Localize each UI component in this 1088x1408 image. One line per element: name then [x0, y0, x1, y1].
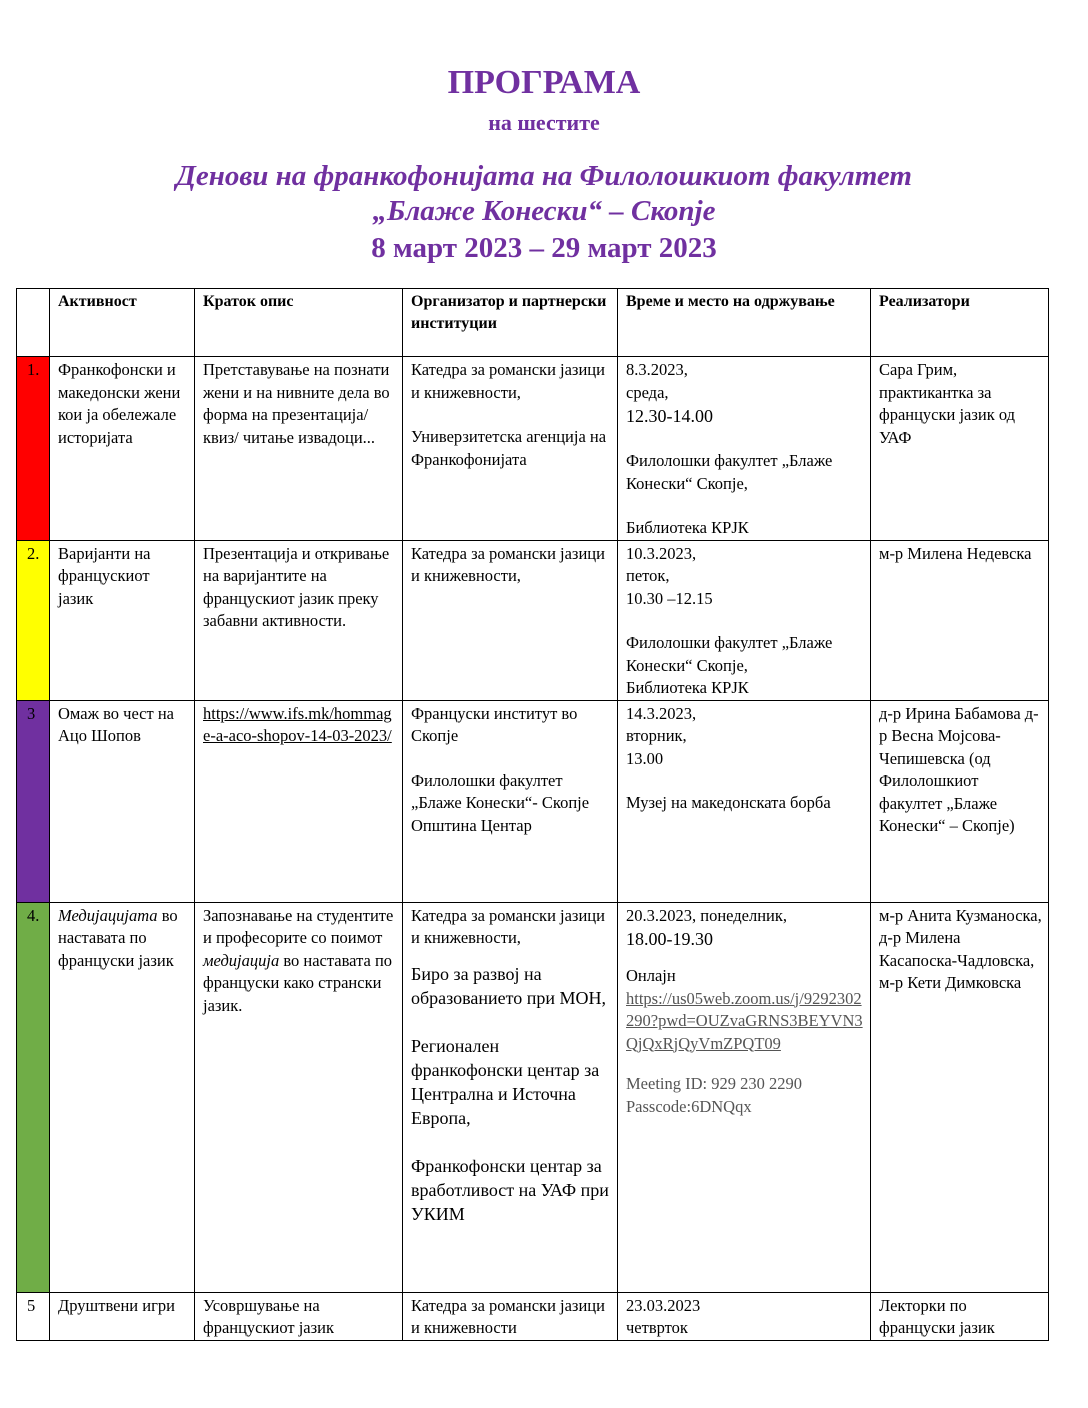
organizer-line: Универзитетска агенција на Франкофонијата [411, 427, 607, 469]
event-place: Филолошки факултет „Блаже Конески“ Скопје, [626, 633, 833, 675]
row-number: 5 [27, 1295, 36, 1315]
event-weekday: петок, [626, 566, 670, 585]
header-activity: Активност [50, 289, 195, 357]
description-cell: Усовршување на францускиот јазик [195, 1292, 403, 1340]
event-room: Библиотека КРЈК [626, 518, 749, 537]
row-number: 3 [27, 703, 36, 723]
description-cell: Презентација и откривање на варијантите на францускиот јазик преку забавни активности. [195, 540, 403, 700]
organizer-line: Општина Центар [411, 815, 532, 835]
table-header-row [17, 289, 1049, 357]
event-place: Музеј на македонската борба [626, 793, 831, 812]
document-title: ПРОГРАМА [447, 64, 641, 101]
event-date: 23.03.2023 [626, 1295, 701, 1315]
row-number-cell [17, 540, 50, 700]
event-name-line2: „Блаже Конески“ – Скопје [372, 195, 716, 227]
realizers-cell: м-р Анита Кузманоска, д-р Милена Касапоска-Чадловска, м-р Кети Димковска [871, 902, 1049, 1292]
event-time: 10.30 –12.15 [626, 588, 713, 608]
description-emphasis: медијација [203, 950, 280, 970]
realizers-cell: д-р Ирина Бабамова д-р Весна Мојсова-Чепишевска (од Филолошкиот факултет „Блаже Конески“ – Скопје) [871, 700, 1049, 902]
event-date: 10.3.2023, [626, 543, 697, 563]
meeting-id: Meeting ID: 929 230 2290 [626, 1074, 802, 1093]
activity-cell: Омаж во чест на Ацо Шопов [50, 700, 195, 902]
time-place-cell [618, 540, 871, 700]
event-date: 8.3.2023, [626, 360, 688, 379]
organizer-cell [403, 700, 618, 902]
realizers-cell: м-р Милена Недевска [871, 540, 1049, 700]
description-cell: Претставување на познати жени и на нивните дела во форма на презентација/квиз/ читање извадоци... [195, 357, 403, 541]
time-place-cell [618, 700, 871, 902]
time-place-cell [618, 357, 871, 541]
header-realizers: Реализатори [871, 289, 1049, 357]
activity-cell: Варијанти на францускиот јазик [50, 540, 195, 700]
organizer-cell: Катедра за романски јазици и книжевности [403, 1292, 618, 1340]
description-text: во наставата по француски како странски јазик. [203, 950, 393, 1015]
event-date: 20.3.2023, понеделник, [626, 905, 788, 925]
event-weekday: вторник, [626, 726, 687, 745]
row-number: 1. [27, 360, 40, 379]
organizer-line: Биро за развој на образованието при МОН, [411, 963, 607, 1008]
event-dates: 8 март 2023 – 29 март 2023 [371, 232, 717, 264]
time-place-cell [618, 1292, 871, 1340]
description-cell [195, 700, 403, 902]
event-time: 13.00 [626, 748, 664, 768]
organizer-line: Регионален франкофонски центар за Централна и Источна Европа, [411, 1035, 600, 1128]
table-row [17, 700, 1049, 902]
meeting-passcode: Passcode:6DNQqx [626, 1096, 752, 1116]
organizer-line: Катедра за романски јазици и книжевности, [411, 905, 605, 947]
event-weekday: четврток [626, 1318, 688, 1337]
organizer-cell [403, 902, 618, 1292]
event-weekday: среда, [626, 382, 669, 402]
header-time-place: Време и место на одржување [618, 289, 871, 357]
organizer-line: Француски институт во Скопје [411, 703, 578, 745]
time-place-cell [618, 902, 871, 1292]
organizer-cell: Катедра за романски јазици и книжевности, [403, 540, 618, 700]
realizers-cell: Сара Грим, практикантка за француски јазик од УАФ [871, 357, 1049, 541]
event-name-line1: Денови на франкофонијата на Филолошкиот факултет [176, 160, 912, 192]
row-number: 4. [27, 905, 40, 925]
realizers-cell: Лекторки по француски јазик [871, 1292, 1049, 1340]
event-place: Онлајн [626, 966, 676, 985]
table-row [17, 902, 1049, 1292]
activity-cell: Друштвени игри [50, 1292, 195, 1340]
row-number-cell [17, 357, 50, 541]
event-time: 18.00-19.30 [626, 929, 713, 949]
row-number: 2. [27, 543, 40, 563]
description-cell [195, 902, 403, 1292]
event-time: 12.30-14.00 [626, 406, 713, 426]
document-subtitle: на шестите [488, 110, 600, 135]
organizer-line: Филолошки факултет „Блаже Конески“- Скопје [411, 770, 590, 812]
activity-emphasis: Медијацијата [58, 905, 158, 925]
description-text: Запознавање на студентите и професорите со поимот [203, 905, 394, 947]
header-num-cell [17, 289, 50, 357]
program-table [16, 288, 1049, 1341]
row-number-cell [17, 1292, 50, 1340]
event-link[interactable]: https://www.ifs.mk/hommage-a-aco-shopov-14-03-2023/ [203, 703, 392, 745]
activity-cell [50, 902, 195, 1292]
event-room: Библиотека КРЈК [626, 678, 749, 697]
row-number-cell [17, 902, 50, 1292]
activity-cell: Франкофонски и македонски жени кои ја обележале историјата [50, 357, 195, 541]
row-number-cell [17, 700, 50, 902]
zoom-link[interactable]: https://us05web.zoom.us/j/9292302290?pwd=OUZvaGRNS3BEYVN3QjQxRjQyVmZPQT09 [626, 988, 863, 1053]
table-row [17, 357, 1049, 541]
table-row [17, 1292, 1049, 1340]
header-organizer: Организатор и партнерски институции [403, 289, 618, 357]
organizer-cell [403, 357, 618, 541]
activity-text: во наставата по француски јазик [58, 905, 178, 970]
header-description: Краток опис [195, 289, 403, 357]
event-date: 14.3.2023, [626, 703, 697, 723]
table-row [17, 540, 1049, 700]
organizer-line: Катедра за романски јазици и книжевности, [411, 360, 605, 402]
organizer-line: Франкофонски центар за вработливост на УАФ при УКИМ [411, 1155, 609, 1224]
event-place: Филолошки факултет „Блаже Конески“ Скопје, [626, 451, 833, 493]
